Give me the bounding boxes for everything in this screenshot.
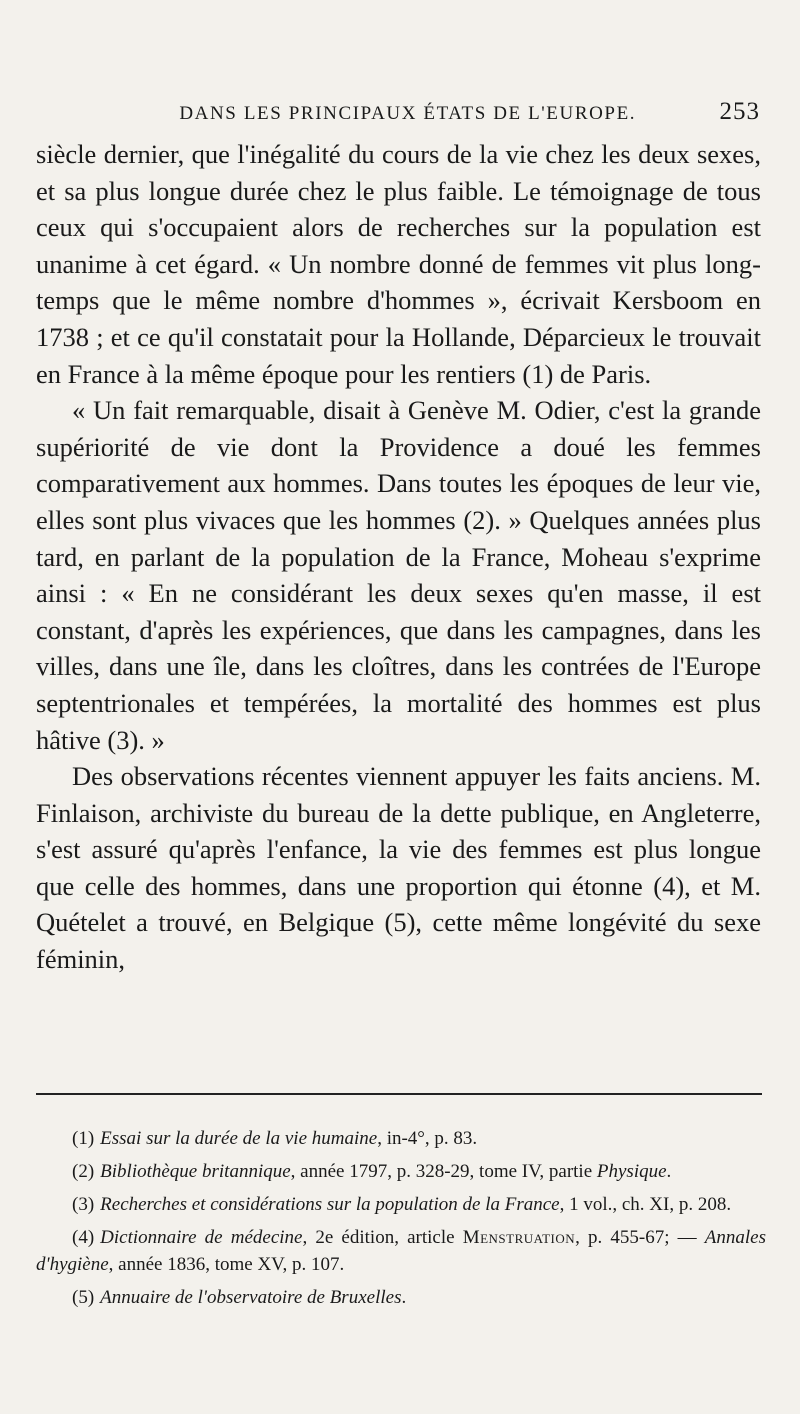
footnote-smallcaps: Menstruation xyxy=(462,1227,576,1248)
footnote-text: , année 1836, tome XV, p. 107. xyxy=(108,1254,345,1275)
page-header xyxy=(36,98,760,128)
footnote xyxy=(36,1191,766,1218)
footnote-title: Physique xyxy=(596,1161,667,1182)
footnote-number: (5) xyxy=(72,1287,95,1308)
footnote-text: , 1 vol., ch. XI, p. 208. xyxy=(559,1194,732,1215)
footnote-title: Dictionnaire de médecine xyxy=(100,1227,303,1248)
page-number: 253 xyxy=(719,98,760,125)
footnote-text: . xyxy=(401,1287,407,1308)
footnote-divider xyxy=(36,1093,762,1095)
footnote-number: (4) xyxy=(72,1227,95,1248)
footnote-number: (3) xyxy=(72,1194,95,1215)
footnote-text: , p. 455-67; — xyxy=(575,1227,705,1248)
footnote-text: , in-4°, p. 83. xyxy=(377,1128,478,1149)
footnote xyxy=(36,1224,766,1278)
body-text xyxy=(36,136,761,978)
footnote xyxy=(36,1284,766,1311)
footnote xyxy=(36,1125,766,1152)
footnote-title: Essai sur la durée de la vie humaine xyxy=(100,1128,378,1149)
paragraph: Des observations récentes viennent appuyer les faits anciens. M. Finlaison, archiviste du bureau de la dette publique, en Angleterre, s'est assuré qu'après l'enfance, la vie des femmes est plus longue que celle des hommes, dans une proportion qui étonne (4), et M. Quételet a trouvé, en Belgique (5), cette même longévité du sexe féminin, xyxy=(36,761,761,975)
footnote-title: Bibliothèque britannique xyxy=(100,1161,291,1182)
footnote xyxy=(36,1158,766,1185)
footnote-text: , 2e édition, article xyxy=(302,1227,463,1248)
footnotes xyxy=(36,1125,766,1317)
footnote-number: (2) xyxy=(72,1161,95,1182)
running-title: DANS LES PRINCIPAUX ÉTATS DE L'EUROPE. xyxy=(179,103,637,124)
footnote-number: (1) xyxy=(72,1128,95,1149)
footnote-title: Annuaire de l'observatoire de Bruxelles xyxy=(100,1287,402,1308)
footnote-text: , année 1797, p. 328-29, tome IV, partie xyxy=(290,1161,597,1182)
paragraph: « Un fait remarquable, disait à Genève M. Odier, c'est la grande supériorité de vie dont la Providence a doué les femmes comparativement aux hommes. Dans toutes les époques de leur vie, elles sont plus vivaces que les hommes (2). » Quelques années plus tard, en parlant de la population de la France, Moheau s'exprime ainsi : « En ne considérant les deux sexes qu'en masse, il est constant, d'après les expériences, que dans les campagnes, dans les villes, dans une île, dans les cloîtres, dans les contrées de l'Europe septentrionales et tempérées, la mortalité des hommes est plus hâtive (3). » xyxy=(36,395,761,755)
footnote-text: . xyxy=(666,1161,672,1182)
paragraph: siècle dernier, que l'inégalité du cours de la vie chez les deux sexes, et sa plus longue durée chez le plus faible. Le témoignage de tous ceux qui s'occupaient alors de recherches sur la population est unanime à cet égard. « Un nombre donné de femmes vit plus long-temps que le même nombre d'hommes », écrivait Kersboom en 1738 ; et ce qu'il constatait pour la Hollande, Déparcieux le trouvait en France à la même époque pour les rentiers (1) de Paris. xyxy=(36,139,761,389)
footnote-title: Recherches et considérations sur la population de la France xyxy=(100,1194,560,1215)
footnote-title: Annales d'hygiène xyxy=(36,1227,766,1275)
